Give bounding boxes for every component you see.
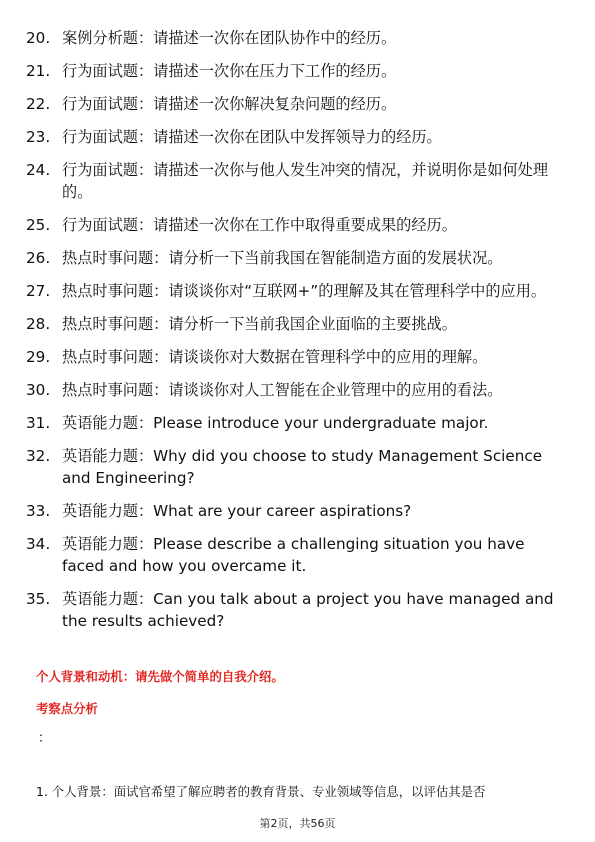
question-text: 热点时事问题：请谈谈你对“互联网+”的理解及其在管理科学中的应用。 [62,282,547,300]
question-number: 26. [26,249,51,267]
question-text: 热点时事问题：请分析一下当前我国企业面临的主要挑战。 [62,315,457,333]
question-text: 英语能力题：Please describe a challenging situation you have faced and how you overcame it. [62,535,525,575]
question-number: 22. [26,95,51,113]
question-number: 33. [26,502,51,520]
question-text: 行为面试题：请描述一次你与他人发生冲突的情况，并说明你是如何处理的。 [62,161,548,201]
question-item [26,280,566,302]
question-item [26,445,566,489]
question-item [26,346,566,368]
question-number: 30. [26,381,51,399]
analysis-heading: 考察点分析 [36,701,98,716]
question-text: 行为面试题：请描述一次你解决复杂问题的经历。 [62,95,397,113]
question-list [26,27,566,643]
page-number: 第2页，共56页 [259,817,336,830]
question-number: 23. [26,128,51,146]
question-number: 29. [26,348,51,366]
question-text: 热点时事问题：请分析一下当前我国在智能制造方面的发展状况。 [62,249,503,267]
question-text: 英语能力题：Please introduce your undergraduate major. [62,414,489,432]
question-item [26,247,566,269]
question-number: 25. [26,216,51,234]
question-item [26,27,566,49]
question-text: 行为面试题：请描述一次你在压力下工作的经历。 [62,62,397,80]
question-text: 案例分析题：请描述一次你在团队协作中的经历。 [62,29,397,47]
body-paragraph: 1. 个人背景：面试官希望了解应聘者的教育背景、专业领域等信息，以评估其是否 [36,784,486,799]
question-text: 英语能力题：Why did you choose to study Management Science and Engineering? [62,447,543,487]
question-item [26,93,566,115]
question-item [26,379,566,401]
question-number: 28. [26,315,51,333]
question-item [26,412,566,434]
question-text: 行为面试题：请描述一次你在团队中发挥领导力的经历。 [62,128,442,146]
question-number: 27. [26,282,51,300]
question-item [26,159,566,203]
question-text: 英语能力题：What are your career aspirations? [62,502,412,520]
question-text: 热点时事问题：请谈谈你对大数据在管理科学中的应用的理解。 [62,348,488,366]
question-text: 英语能力题：Can you talk about a project you have managed and the results achieved? [62,590,554,630]
question-item [26,500,566,522]
section-heading: 个人背景和动机：请先做个简单的自我介绍。 [36,669,284,684]
question-text: 行为面试题：请描述一次你在工作中取得重要成果的经历。 [62,216,457,234]
question-number: 31. [26,414,51,432]
question-item [26,60,566,82]
question-number: 32. [26,447,51,465]
question-number: 24. [26,161,51,179]
question-number: 21. [26,62,51,80]
question-number: 20. [26,29,51,47]
question-text: 热点时事问题：请谈谈你对人工智能在企业管理中的应用的看法。 [62,381,503,399]
question-item [26,588,566,632]
question-item [26,126,566,148]
question-item [26,533,566,577]
question-item [26,214,566,236]
colon-mark: ： [38,731,52,746]
question-number: 34. [26,535,51,553]
question-number: 35. [26,590,51,608]
question-item [26,313,566,335]
